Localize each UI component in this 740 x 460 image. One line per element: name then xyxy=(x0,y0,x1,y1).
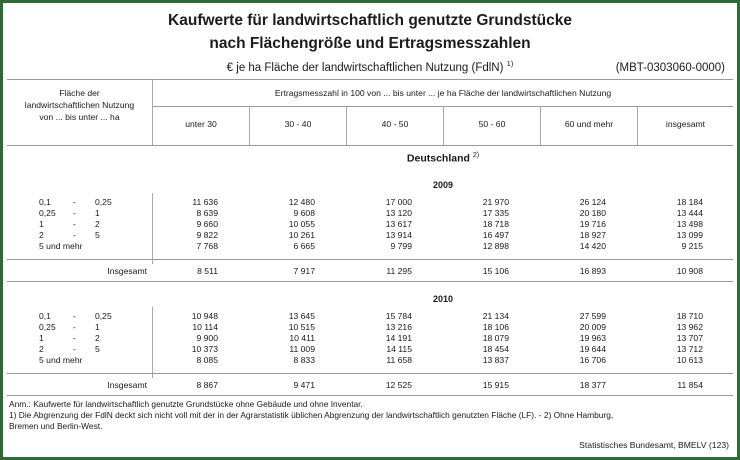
cell: 14 115 xyxy=(386,344,412,354)
title-line-2: nach Flächengröße und Ertragsmesszahlen xyxy=(209,35,531,52)
table-header xyxy=(7,79,733,145)
cell: 18 106 xyxy=(482,322,509,332)
column-header: insgesamt xyxy=(665,119,706,129)
cell: 13 617 xyxy=(385,219,412,229)
cell: 13 707 xyxy=(676,333,703,343)
size-label: 5 und mehr xyxy=(39,241,83,251)
size-to: 5 xyxy=(95,230,100,240)
cell: 13 837 xyxy=(482,355,509,365)
total-row xyxy=(7,266,733,276)
subtitle-footnote: 1) xyxy=(506,59,514,68)
size-to: 2 xyxy=(95,333,100,343)
cell: 10 055 xyxy=(288,219,315,229)
size-from: 2 xyxy=(39,344,44,354)
cell: 21 134 xyxy=(482,311,509,321)
cell: 13 645 xyxy=(288,311,315,321)
column-header: 60 und mehr xyxy=(564,119,614,129)
cell: 12 898 xyxy=(482,241,509,251)
size-dash: - xyxy=(73,311,76,321)
cell: 9 660 xyxy=(196,219,218,229)
cell: 17 335 xyxy=(482,208,509,218)
cell: 7 768 xyxy=(196,241,218,251)
cell: 10 261 xyxy=(288,230,315,240)
size-from: 2 xyxy=(39,230,44,240)
cell: 27 599 xyxy=(579,311,606,321)
cell: 15 915 xyxy=(482,380,509,390)
cell: 21 970 xyxy=(482,197,509,207)
column-header: unter 30 xyxy=(185,119,217,129)
cell: 16 893 xyxy=(579,266,606,276)
group-header: Ertragsmesszahl in 100 von ... bis unter ... je ha Fläche der landwirtschaftlichen Nutzung xyxy=(274,88,612,98)
cell: 8 511 xyxy=(197,266,218,276)
size-to: 2 xyxy=(95,219,100,229)
region-footnote: 2) xyxy=(472,152,480,159)
year-heading: 2009 xyxy=(432,180,454,190)
table-row xyxy=(7,197,733,207)
cell: 11 636 xyxy=(192,197,218,207)
total-label: Insgesamt xyxy=(107,266,147,276)
size-label: 5 und mehr xyxy=(39,355,83,365)
cell: 12 525 xyxy=(385,380,412,390)
cell: 20 180 xyxy=(579,208,606,218)
cell: 15 784 xyxy=(385,311,412,321)
table-row xyxy=(7,208,733,218)
cell: 8 867 xyxy=(196,380,218,390)
size-to: 1 xyxy=(95,208,100,218)
size-dash: - xyxy=(73,322,76,332)
size-dash: - xyxy=(73,230,76,240)
region-heading xyxy=(153,152,733,165)
cell: 26 124 xyxy=(579,197,606,207)
table-row xyxy=(7,241,733,251)
cell: 18 454 xyxy=(482,344,509,354)
cell: 11 295 xyxy=(386,266,412,276)
table-row xyxy=(7,322,733,332)
cell: 9 900 xyxy=(196,333,218,343)
total-label: Insgesamt xyxy=(107,380,147,390)
cell: 13 712 xyxy=(676,344,703,354)
cell: 11 009 xyxy=(289,344,315,354)
rule-2009-total-top xyxy=(7,259,733,260)
header-bottom-rule xyxy=(7,145,733,146)
cell: 13 120 xyxy=(385,208,412,218)
size-from: 1 xyxy=(39,333,44,343)
cell: 13 498 xyxy=(676,219,703,229)
cell: 10 411 xyxy=(289,333,315,343)
region-name: Deutschland xyxy=(406,152,470,165)
size-dash: - xyxy=(73,208,76,218)
note-line-2: 1) Die Abgrenzung der FdlN deckt sich nicht voll mit der in der Agrarstatistik üblichen Abgrenzung der landwirtschaftlich genutzten Fläche (LF). - 2) Ohne Hamburg, xyxy=(9,410,614,420)
stub-header-line-2: landwirtschaftlichen Nutzung xyxy=(24,100,135,110)
stub-header-line-3: von ... bis unter ... ha xyxy=(39,112,120,122)
cell: 19 963 xyxy=(579,333,606,343)
rule-2010-total-top xyxy=(7,373,733,374)
cell: 18 184 xyxy=(676,197,703,207)
size-from: 0,25 xyxy=(39,322,56,332)
cell: 16 497 xyxy=(482,230,509,240)
subtitle-text: € je ha Fläche der landwirtschaftlichen Nutzung (FdlN) xyxy=(226,61,504,74)
stub-header xyxy=(7,87,152,123)
title-line-1: Kaufwerte für landwirtschaftlich genutzte Grundstücke xyxy=(168,12,572,29)
table-row xyxy=(7,311,733,321)
size-dash: - xyxy=(73,197,76,207)
cell: 18 710 xyxy=(676,311,703,321)
table-code: (MBT-0303060-0000) xyxy=(615,62,725,74)
cell: 11 854 xyxy=(677,380,703,390)
size-from: 0,1 xyxy=(39,197,51,207)
cell: 18 718 xyxy=(482,219,509,229)
table-row xyxy=(7,344,733,354)
size-dash: - xyxy=(73,333,76,343)
cell: 20 009 xyxy=(579,322,606,332)
cell: 9 822 xyxy=(196,230,218,240)
size-dash: - xyxy=(73,344,76,354)
cell: 9 471 xyxy=(293,380,315,390)
table-row xyxy=(7,333,733,343)
year-heading: 2010 xyxy=(432,294,454,304)
cell: 13 444 xyxy=(676,208,703,218)
size-to: 0,25 xyxy=(95,311,112,321)
cell: 8 085 xyxy=(196,355,218,365)
cell: 17 000 xyxy=(385,197,412,207)
cell: 13 099 xyxy=(676,230,703,240)
size-from: 0,25 xyxy=(39,208,56,218)
cell: 14 191 xyxy=(385,333,412,343)
cell: 18 079 xyxy=(482,333,509,343)
size-to: 5 xyxy=(95,344,100,354)
cell: 6 665 xyxy=(293,241,315,251)
header-top-rule xyxy=(7,79,733,80)
note-line-3: Bremen und Berlin-West. xyxy=(9,421,103,431)
column-header: 40 - 50 xyxy=(381,119,409,129)
cell: 19 716 xyxy=(579,219,606,229)
size-from: 0,1 xyxy=(39,311,51,321)
cell: 13 962 xyxy=(676,322,703,332)
cell: 10 613 xyxy=(676,355,703,365)
cell: 10 908 xyxy=(676,266,703,276)
table-row xyxy=(7,219,733,229)
cell: 16 706 xyxy=(579,355,606,365)
cell: 9 608 xyxy=(293,208,315,218)
cell: 11 658 xyxy=(386,355,412,365)
cell: 12 480 xyxy=(288,197,315,207)
size-from: 1 xyxy=(39,219,44,229)
total-row xyxy=(7,380,733,390)
cell: 10 114 xyxy=(192,322,218,332)
source-credit: Statistisches Bundesamt, BMELV (123) xyxy=(579,440,729,450)
table-row xyxy=(7,230,733,240)
rule-2009-total-bottom xyxy=(7,281,733,282)
cell: 13 216 xyxy=(385,322,412,332)
table-row xyxy=(7,355,733,365)
stub-header-line-1: Fläche der xyxy=(59,88,100,98)
cell: 13 914 xyxy=(385,230,412,240)
cell: 10 373 xyxy=(191,344,218,354)
size-dash: - xyxy=(73,219,76,229)
cell: 19 644 xyxy=(579,344,606,354)
cell: 14 420 xyxy=(579,241,606,251)
size-to: 0,25 xyxy=(95,197,112,207)
cell: 9 799 xyxy=(390,241,412,251)
cell: 8 833 xyxy=(293,355,315,365)
table-sheet xyxy=(7,7,733,453)
cell: 18 927 xyxy=(579,230,606,240)
cell: 15 106 xyxy=(482,266,509,276)
cell: 10 515 xyxy=(288,322,315,332)
cell: 8 639 xyxy=(196,208,218,218)
column-header: 50 - 60 xyxy=(478,119,506,129)
cell: 18 377 xyxy=(579,380,606,390)
size-to: 1 xyxy=(95,322,100,332)
column-header: 30 - 40 xyxy=(284,119,312,129)
cell: 10 948 xyxy=(191,311,218,321)
cell: 9 215 xyxy=(681,241,703,251)
rule-2010-total-bottom xyxy=(7,395,733,396)
note-line-1: Anm.: Kaufwerte für landwirtschaftlich genutzte Grundstücke ohne Gebäude und ohne Inventar. xyxy=(9,399,363,409)
cell: 7 917 xyxy=(293,266,315,276)
